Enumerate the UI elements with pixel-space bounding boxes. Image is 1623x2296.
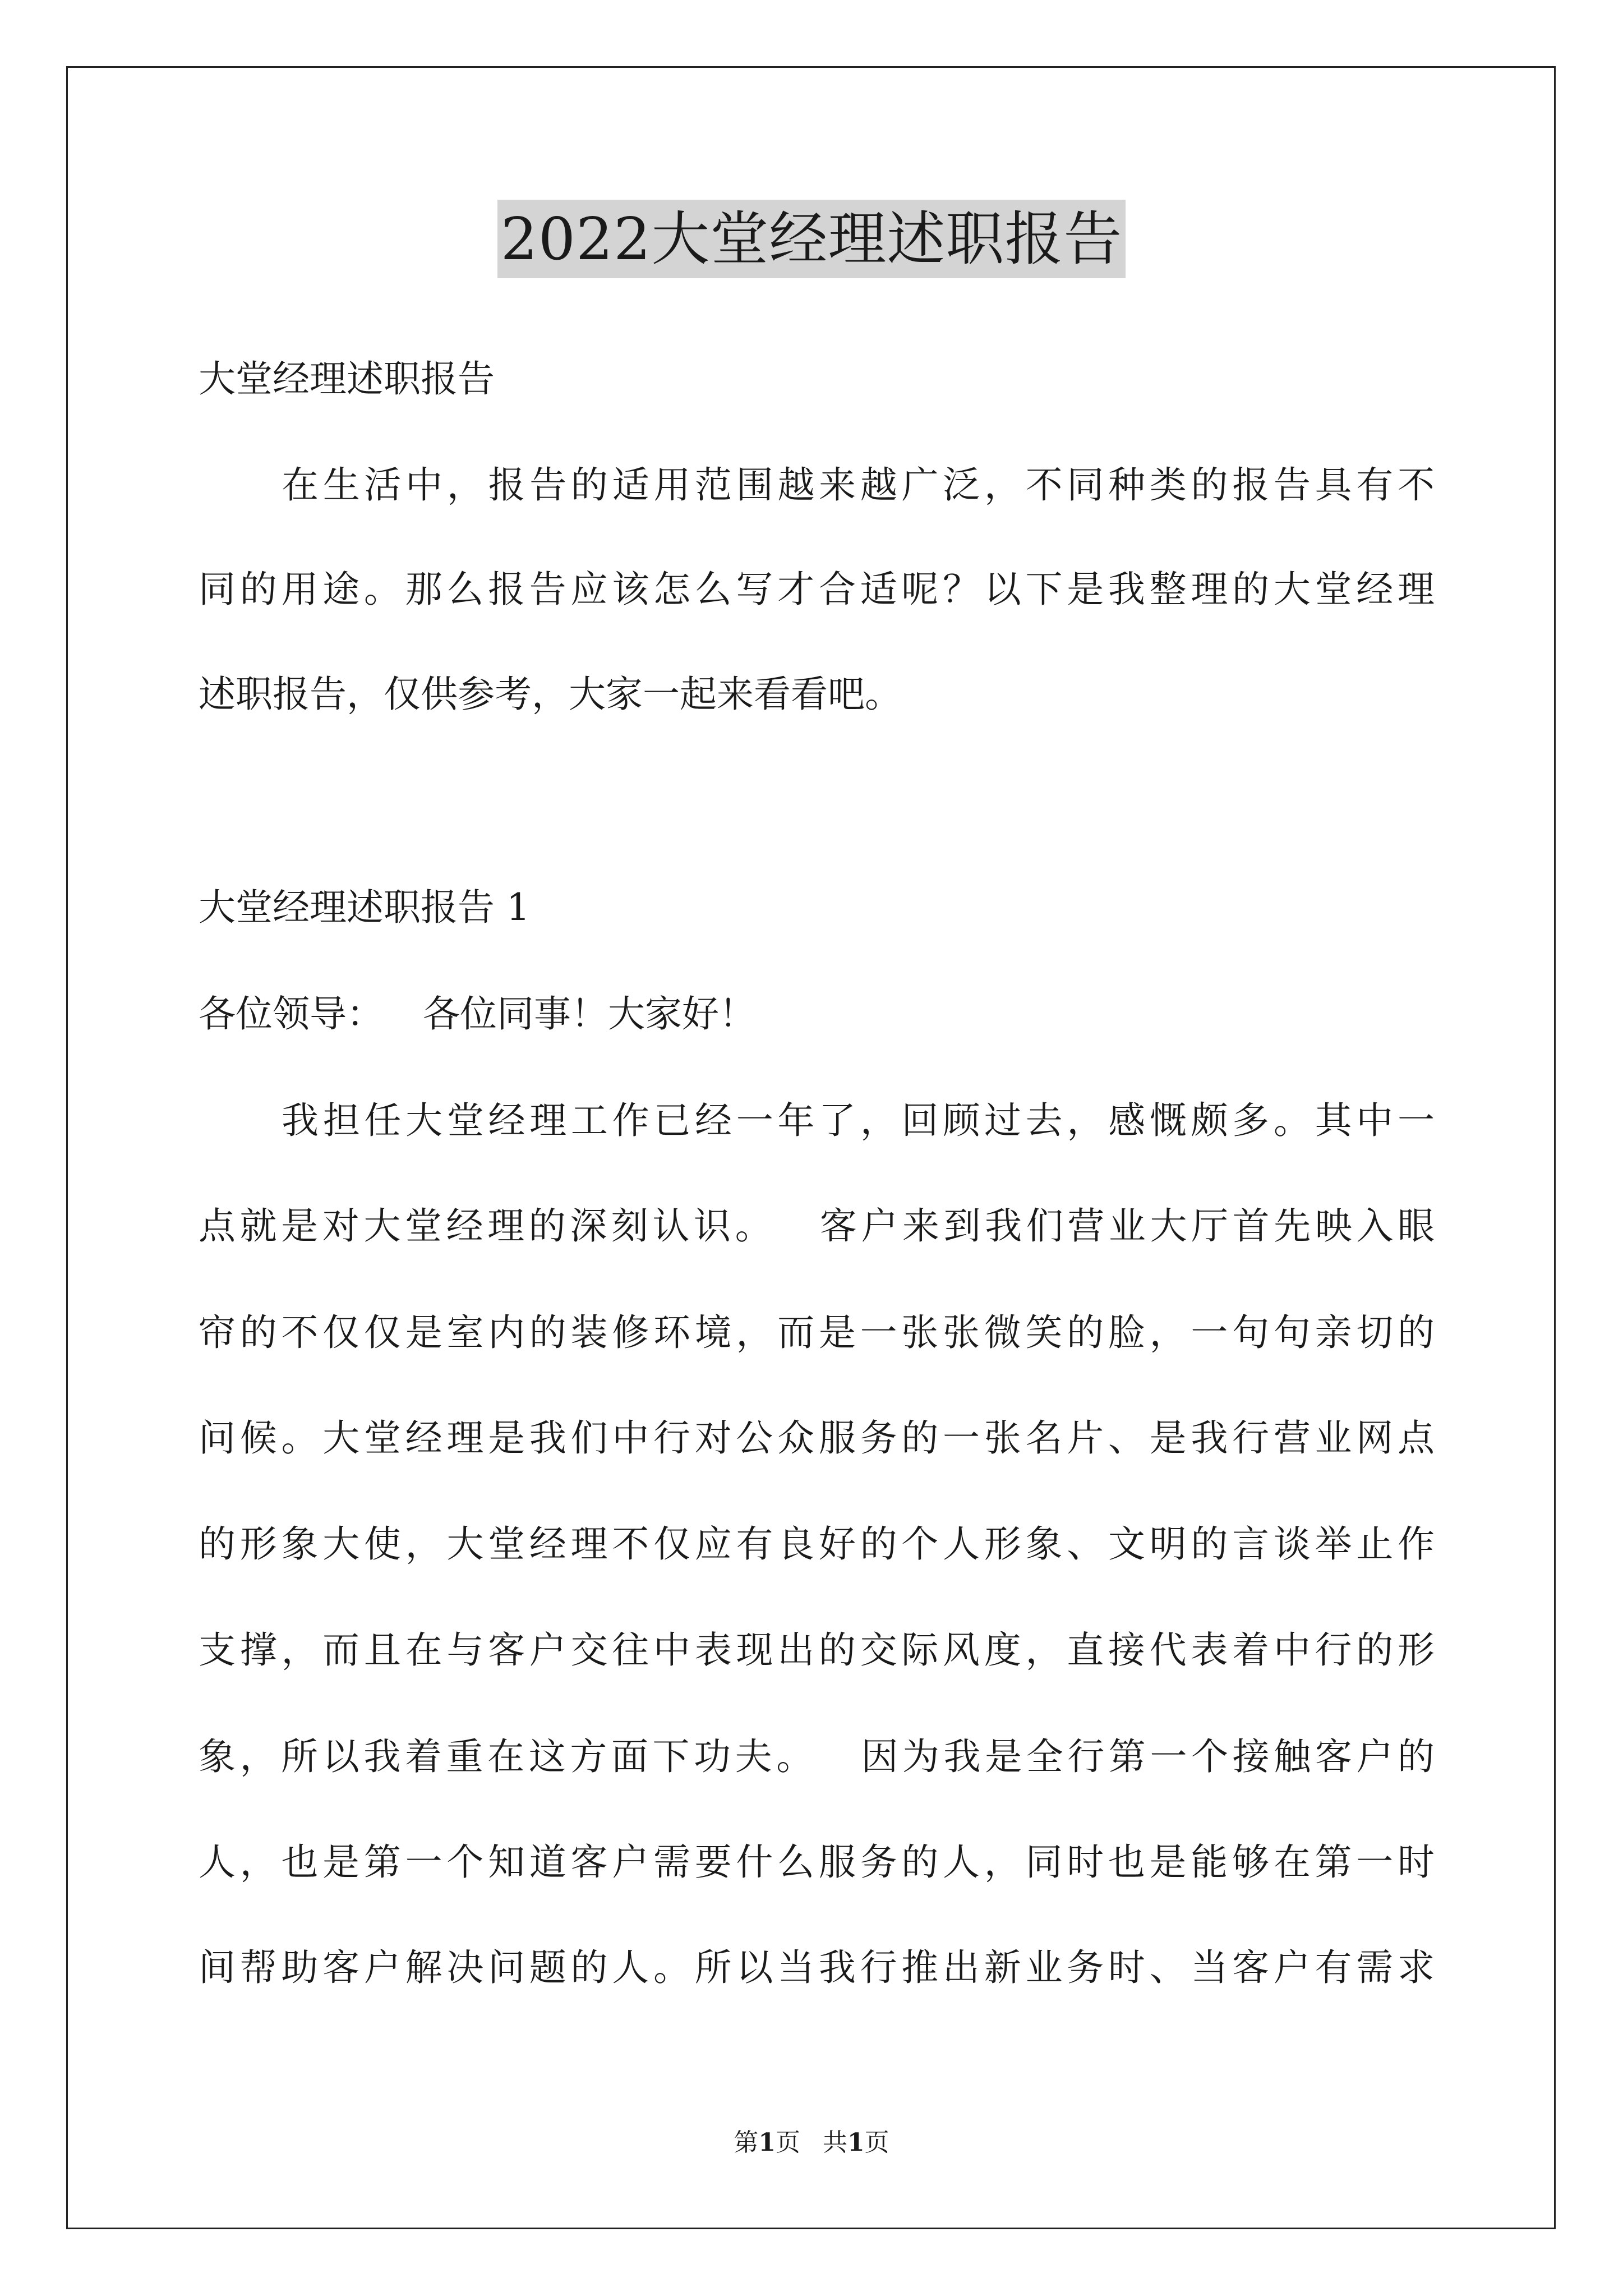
body-line-7a: 象，所以我着重在这方面下功夫。 (199, 1735, 818, 1778)
footer-page-number: 1 (758, 2128, 776, 2157)
greeting-leaders: 各位领导： (199, 992, 384, 1036)
body-line-2b: 客户来到我们营业大厅首先映入眼 (815, 1204, 1435, 1248)
body-line-7b: 因为我是全行第一个接触客户的 (856, 1735, 1435, 1778)
intro-line-2: 同的用途。那么报告应该怎么写才合适呢？以下是我整理的大堂经理 (199, 568, 1435, 611)
body-line-6: 支撑，而且在与客户交往中表现出的交际风度，直接代表着中行的形 (199, 1628, 1435, 1672)
document-title: 2022大堂经理述职报告 (497, 200, 1126, 278)
footer-page-suffix: 页 (776, 2128, 800, 2157)
body-line-2 (199, 1201, 1435, 1251)
greeting (199, 989, 756, 1039)
body-line-4: 问候。大堂经理是我们中行对公众服务的一张名片、是我行营业网点 (199, 1416, 1435, 1460)
intro-line-3: 述职报告，仅供参考，大家一起来看看吧。 (199, 673, 902, 716)
greeting-colleagues: 各位同事！大家好！ (423, 992, 756, 1036)
body-line-8: 人，也是第一个知道客户需要什么服务的人，同时也是能够在第一时 (199, 1841, 1435, 1884)
page-footer (0, 2126, 1623, 2160)
footer-total-prefix: 共 (823, 2128, 847, 2157)
intro-line-1: 在生活中，报告的适用范围越来越广泛，不同种类的报告具有不 (282, 463, 1435, 507)
body-line-5: 的形象大使，大堂经理不仅应有良好的个人形象、文明的言谈举止作 (199, 1522, 1435, 1566)
body-line-7 (199, 1732, 1435, 1782)
body-line-3: 帘的不仅仅是室内的装修环境，而是一张张微笑的脸，一句句亲切的 (199, 1311, 1435, 1354)
footer-page-prefix: 第 (734, 2128, 759, 2157)
section-heading: 大堂经理述职报告 1 (199, 886, 530, 929)
subtitle: 大堂经理述职报告 (199, 357, 495, 401)
body-line-9: 间帮助客户解决问题的人。所以当我行推出新业务时、当客户有需求 (199, 1946, 1435, 1989)
footer-total-number: 1 (847, 2128, 865, 2157)
title-block (0, 200, 1623, 278)
body-line-1: 我担任大堂经理工作已经一年了，回顾过去，感慨颇多。其中一 (282, 1099, 1435, 1142)
body-line-2a: 点就是对大堂经理的深刻认识。 (199, 1204, 777, 1248)
footer-total-suffix: 页 (864, 2128, 889, 2157)
